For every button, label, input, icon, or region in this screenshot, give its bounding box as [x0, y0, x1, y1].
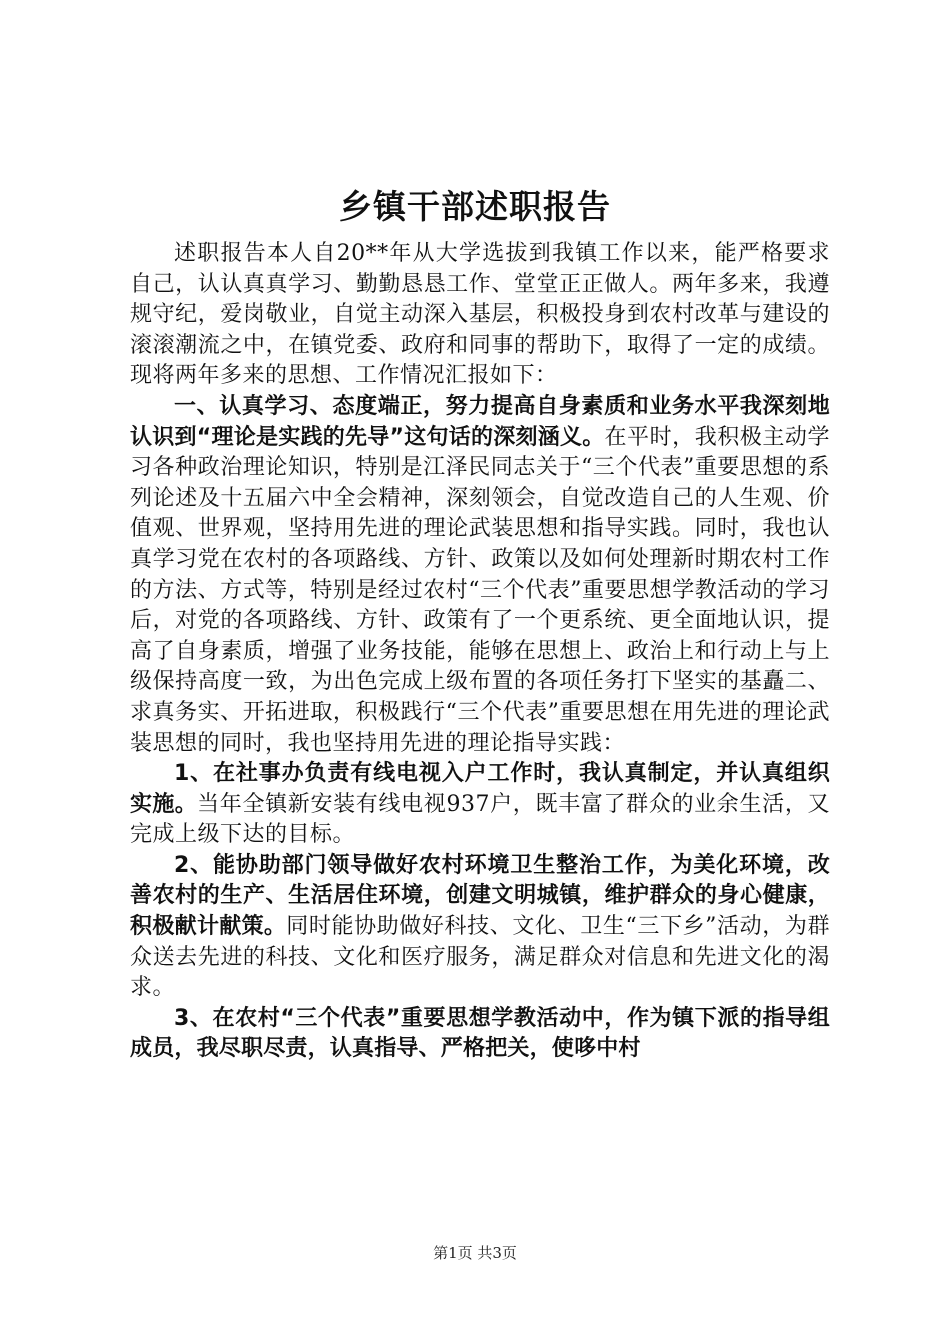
paragraph-lead: 1、在社事办负责有线电视入户工作时，我认真制定，并认真组织实施。	[130, 761, 830, 817]
document-title: 乡镇干部述职报告	[339, 187, 611, 226]
paragraph-item-1	[130, 759, 830, 851]
page-indicator: 第1页 共3页	[433, 1244, 517, 1262]
paragraph-text: 在平时，我积极主动学习各种政治理论知识，特别是江泽民同志关于“三个代表”重要思想的系列论述及十五届六中全会精神，深刻领会，自觉改造自己的人生观、价值观、世界观，坚持用先进的理论武装思想和指导实践。同时，我也认真学习党在农村的各项路线、方针、政策以及如何处理新时期农村工作的方法、方式等，特别是经过农村“三个代表”重要思想学教活动的学习后，对党的各项路线、方针、政策有了一个更系统、更全面地认识，提高了自身素质，增强了业务技能，能够在思想上、政治上和行动上与上级保持高度一致，为出色完成上级布置的各项任务打下坚实的基矗二、求真务实、开拓进取，积极践行“三个代表”重要思想在用先进的理论武装思想的同时，我也坚持用先进的理论指导实践：	[130, 424, 830, 756]
document-body	[130, 239, 830, 1065]
paragraph-item-3	[130, 1004, 830, 1065]
paragraph-item-2	[130, 851, 830, 1004]
paragraph-intro	[130, 239, 830, 392]
paragraph-text: 述职报告本人自20**年从大学选拔到我镇工作以来，能严格要求自己，认认真真学习、勤勤恳恳工作、堂堂正正做人。两年多来，我遵规守纪，爱岗敬业，自觉主动深入基层，积极投身到农村改革与建设的滚滚潮流之中，在镇党委、政府和同事的帮助下，取得了一定的成绩。现将两年多来的思想、工作情况汇报如下：	[130, 241, 830, 389]
paragraph-lead: 一、认真学习、态度端正，努力提高自身素质和业务水平我深刻地认识到“理论是实践的先导”这句话的深刻涵义。	[130, 393, 830, 450]
paragraph-lead: 3、在农村“三个代表”重要思想学教活动中，作为镇下派的指导组成员，我尽职尽责，认真指导、严格把关，使哆中村	[130, 1005, 830, 1062]
paragraph-text: 同时能协助做好科技、文化、卫生“三下乡”活动，为群众送去先进的科技、文化和医疗服务，满足群众对信息和先进文化的渴求。	[130, 914, 830, 1001]
paragraph-text: 当年全镇新安装有线电视937户，既丰富了群众的业余生活，又完成上级下达的目标。	[130, 791, 830, 848]
paragraph-section-1	[130, 392, 830, 759]
paragraph-lead: 2、能协助部门领导做好农村环境卫生整治工作，为美化环境，改善农村的生产、生活居住环境，创建文明城镇，维护群众的身心健康，积极献计献策。	[130, 852, 830, 940]
